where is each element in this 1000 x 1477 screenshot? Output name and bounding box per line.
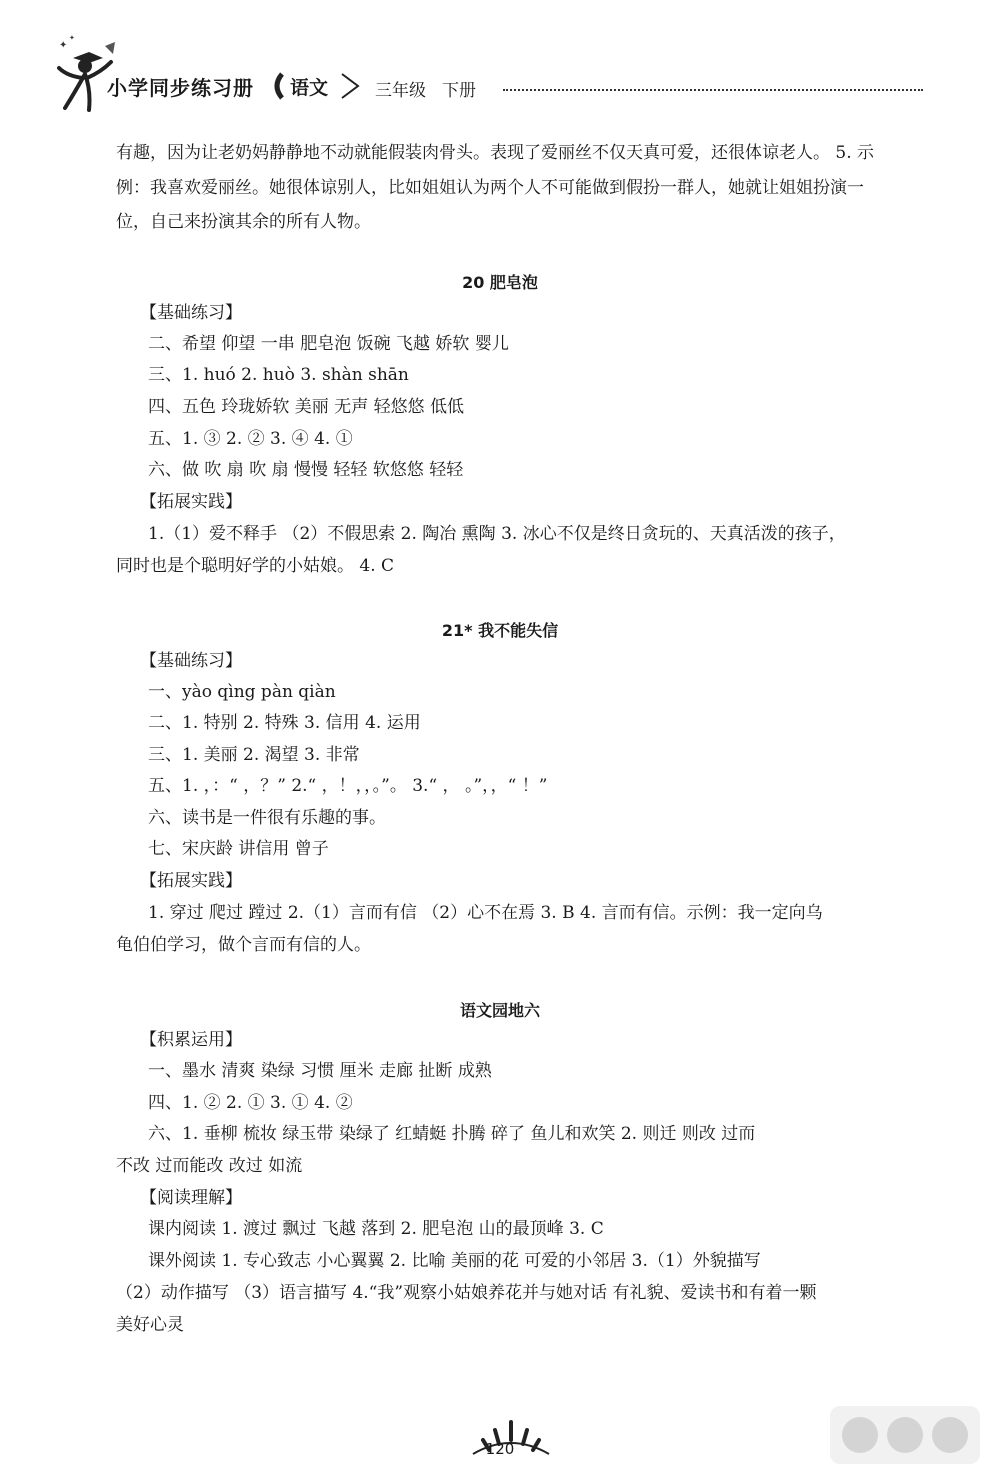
answer-line: 六、做 吹 扇 吹 扇 慢慢 轻轻 软悠悠 轻轻 <box>148 460 464 480</box>
answer-line: 二、希望 仰望 一串 肥皂泡 饭碗 飞越 娇软 婴儿 <box>148 334 509 354</box>
answer-line: 五、1. ③ 2. ② 3. ④ 4. ① <box>148 429 353 449</box>
intro-line: 位，自己来扮演其余的所有人物。 <box>116 212 371 232</box>
book-title: 小学同步练习册 <box>107 76 254 100</box>
page-number: 120 <box>485 1440 515 1458</box>
section-heading: 【拓展实践】 <box>140 871 242 891</box>
answer-line: 1.（1）爱不释手 （2）不假思索 2. 陶冶 熏陶 3. 冰心不仅是终日贪玩的、天真活泼的孩子， <box>148 524 846 544</box>
answer-line: 三、1. 美丽 2. 渴望 3. 非常 <box>148 745 360 765</box>
lesson-21-title: 21* 我不能失信 <box>441 621 559 640</box>
svg-text:✦: ✦ <box>69 34 75 42</box>
intro-line: 例：我喜欢爱丽丝。她很体谅别人，比如姐姐认为两个人不可能做到假扮一群人，她就让姐姐扮演一 <box>116 178 864 198</box>
garden-6-title: 语文园地六 <box>459 1001 540 1020</box>
answer-line: 三、1. huó 2. huò 3. shàn shān <box>148 365 409 385</box>
answer-line: （2）动作描写 （3）语言描写 4.“我”观察小姑娘养花并与她对话 有礼貌、爱读书和有着一颗 <box>116 1283 817 1303</box>
answer-line: 龟伯伯学习，做个言而有信的人。 <box>116 935 371 955</box>
answer-line: 五、1. ，：“ ，？” 2.“ ，！，，。”。 3.“ ， 。”，，“ ！” <box>148 776 548 796</box>
answer-line: 美好心灵 <box>116 1315 184 1335</box>
answer-line: 六、1. 垂柳 梳妆 绿玉带 染绿了 红蜻蜓 扑腾 碎了 鱼儿和欢笑 2. 则迁 则改 过而 <box>148 1124 756 1144</box>
answer-line: 一、墨水 清爽 染绿 习惯 厘米 走廊 扯断 成熟 <box>148 1061 492 1081</box>
answer-line: 课外阅读 1. 专心致志 小心翼翼 2. 比喻 美丽的花 可爱的小邻居 3.（1）外貌描写 <box>148 1251 761 1271</box>
header-divider <box>503 89 923 91</box>
lesson-20-title: 20 肥皂泡 <box>462 273 538 292</box>
section-heading: 【拓展实践】 <box>140 492 242 512</box>
answer-line: 六、读书是一件很有乐趣的事。 <box>148 808 386 828</box>
section-heading: 【阅读理解】 <box>140 1188 242 1208</box>
section-heading: 【积累运用】 <box>140 1030 242 1050</box>
term-label: 下册 <box>442 81 476 101</box>
watermark-logo-icon <box>820 1400 990 1470</box>
answer-line: 七、宋庆龄 讲信用 曾子 <box>148 839 329 859</box>
subject-label: 语文 <box>290 77 329 99</box>
grade-label: 三年级 <box>375 81 426 101</box>
section-heading: 【基础练习】 <box>140 303 242 323</box>
answer-line: 二、1. 特别 2. 特殊 3. 信用 4. 运用 <box>148 713 421 733</box>
answer-line: 四、1. ② 2. ① 3. ① 4. ② <box>148 1093 353 1113</box>
answer-line: 四、五色 玲珑娇软 美丽 无声 轻悠悠 低低 <box>148 397 465 417</box>
section-heading: 【基础练习】 <box>140 651 242 671</box>
answer-line: 同时也是个聪明好学的小姑娘。 4. C <box>116 556 395 576</box>
answer-line: 不改 过而能改 改过 如流 <box>116 1156 303 1176</box>
answer-line: 课内阅读 1. 渡过 飘过 飞越 落到 2. 肥皂泡 山的最顶峰 3. C <box>148 1219 604 1239</box>
answer-line: 一、yào qìng pàn qiàn <box>148 682 336 702</box>
page-header <box>0 0 1000 120</box>
svg-text:✦: ✦ <box>59 40 68 51</box>
answer-line: 1. 穿过 爬过 蹚过 2.（1）言而有信 （2）心不在焉 3. B 4. 言而有信。示例：我一定向乌 <box>148 903 823 923</box>
intro-line: 有趣，因为让老奶妈静静地不动就能假装肉骨头。表现了爱丽丝不仅天真可爱，还很体谅老人。 5. 示 <box>116 143 875 163</box>
